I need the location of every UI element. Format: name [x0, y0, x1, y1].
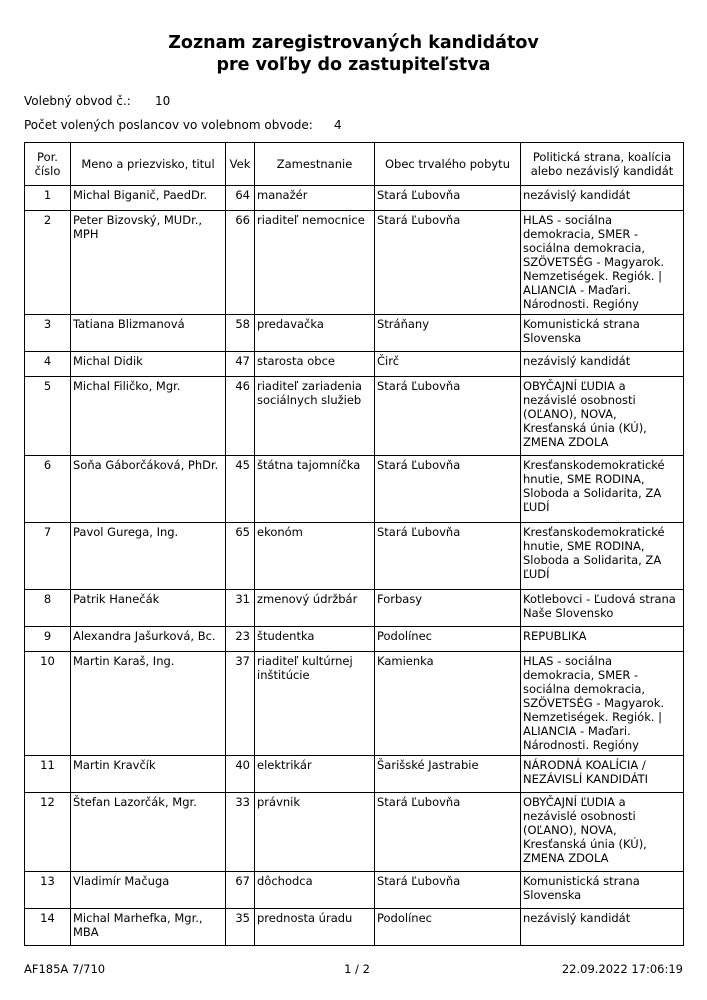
cell-job: riaditeľ nemocnice	[255, 211, 375, 315]
table-row	[25, 793, 684, 872]
cell-job: dôchodca	[255, 872, 375, 909]
cell-town: Stará Ľubovňa	[375, 872, 521, 909]
cell-name: Michal Marhefka, Mgr., MBA	[71, 909, 226, 946]
cell-name: Soňa Gáborčáková, PhDr.	[71, 456, 226, 523]
cell-num: 1	[25, 186, 71, 211]
page-title	[0, 32, 707, 76]
table-row	[25, 590, 684, 627]
cell-num: 2	[25, 211, 71, 315]
cell-town: Stráňany	[375, 315, 521, 352]
cell-num: 6	[25, 456, 71, 523]
cell-num: 14	[25, 909, 71, 946]
cell-job: starosta obce	[255, 352, 375, 377]
cell-party: Kotlebovci - Ľudová strana Naše Slovensko	[521, 590, 684, 627]
cell-num: 12	[25, 793, 71, 872]
district-label: Volebný obvod č.:	[24, 94, 131, 108]
header-party: Politická strana, koalícia alebo nezávislý kandidát	[521, 143, 684, 186]
table-row	[25, 456, 684, 523]
cell-party: Komunistická strana Slovenska	[521, 315, 684, 352]
cell-age: 37	[226, 652, 255, 756]
cell-name: Michal Filičko, Mgr.	[71, 377, 226, 456]
district-value: 10	[155, 94, 171, 108]
cell-name: Vladimír Mačuga	[71, 872, 226, 909]
cell-name: Michal Didik	[71, 352, 226, 377]
table-row	[25, 315, 684, 352]
cell-name: Martin Karaš, Ing.	[71, 652, 226, 756]
cell-age: 46	[226, 377, 255, 456]
cell-town: Stará Ľubovňa	[375, 186, 521, 211]
cell-town: Čirč	[375, 352, 521, 377]
cell-name: Patrik Hanečák	[71, 590, 226, 627]
table-row	[25, 909, 684, 946]
cell-town: Stará Ľubovňa	[375, 456, 521, 523]
table-row	[25, 211, 684, 315]
cell-name: Alexandra Jašurková, Bc.	[71, 627, 226, 652]
cell-age: 65	[226, 523, 255, 590]
cell-num: 13	[25, 872, 71, 909]
cell-job: zmenový údržbár	[255, 590, 375, 627]
cell-age: 58	[226, 315, 255, 352]
footer-code: AF185A 7/710	[24, 962, 106, 976]
table-row	[25, 652, 684, 756]
cell-job: predavačka	[255, 315, 375, 352]
header-num: Por. číslo	[25, 143, 71, 186]
header-job: Zamestnanie	[255, 143, 375, 186]
cell-job: manažér	[255, 186, 375, 211]
cell-age: 47	[226, 352, 255, 377]
cell-party: nezávislý kandidát	[521, 909, 684, 946]
table-row	[25, 756, 684, 793]
cell-job: právnik	[255, 793, 375, 872]
cell-party: Komunistická strana Slovenska	[521, 872, 684, 909]
candidates-table	[24, 142, 684, 946]
cell-town: Šarišské Jastrabie	[375, 756, 521, 793]
cell-party: Kresťanskodemokratické hnutie, SME RODINA, Sloboda a Solidarita, ZA ĽUDÍ	[521, 456, 684, 523]
table-row	[25, 352, 684, 377]
cell-town: Kamienka	[375, 652, 521, 756]
cell-age: 33	[226, 793, 255, 872]
cell-party: HLAS - sociálna demokracia, SMER - sociálna demokracia, SZÖVETSÉG - Magyarok. Nemzetiségek. Regiók. | ALIANCIA - Maďari. Národnosti. Regióny	[521, 652, 684, 756]
cell-job: elektrikár	[255, 756, 375, 793]
cell-job: prednosta úradu	[255, 909, 375, 946]
footer-page-number: 1 / 2	[344, 962, 370, 976]
cell-num: 4	[25, 352, 71, 377]
cell-job: riaditeľ zariadenia sociálnych služieb	[255, 377, 375, 456]
cell-party: Kresťanskodemokratické hnutie, SME RODINA, Sloboda a Solidarita, ZA ĽUDÍ	[521, 523, 684, 590]
cell-party: HLAS - sociálna demokracia, SMER - sociálna demokracia, SZÖVETSÉG - Magyarok. Nemzetiségek. Regiók. | ALIANCIA - Maďari. Národnosti. Regióny	[521, 211, 684, 315]
cell-town: Stará Ľubovňa	[375, 793, 521, 872]
cell-num: 9	[25, 627, 71, 652]
cell-name: Štefan Lazorčák, Mgr.	[71, 793, 226, 872]
cell-party: nezávislý kandidát	[521, 186, 684, 211]
seats-label: Počet volených poslancov vo volebnom obvode:	[24, 118, 313, 132]
cell-town: Stará Ľubovňa	[375, 523, 521, 590]
cell-name: Peter Bizovský, MUDr., MPH	[71, 211, 226, 315]
cell-num: 7	[25, 523, 71, 590]
cell-name: Martin Kravčík	[71, 756, 226, 793]
cell-age: 23	[226, 627, 255, 652]
cell-num: 5	[25, 377, 71, 456]
cell-town: Forbasy	[375, 590, 521, 627]
cell-num: 11	[25, 756, 71, 793]
table-row	[25, 523, 684, 590]
table-header-row	[25, 143, 684, 186]
cell-age: 66	[226, 211, 255, 315]
cell-town: Stará Ľubovňa	[375, 211, 521, 315]
title-line-1: Zoznam zaregistrovaných kandidátov	[168, 33, 539, 53]
cell-party: NÁRODNÁ KOALÍCIA / NEZÁVISLÍ KANDIDÁTI	[521, 756, 684, 793]
cell-job: študentka	[255, 627, 375, 652]
cell-party: OBYČAJNÍ ĽUDIA a nezávislé osobnosti (OĽANO), NOVA, Kresťanská únia (KÚ), ZMENA ZDOLA	[521, 377, 684, 456]
cell-name: Pavol Gurega, Ing.	[71, 523, 226, 590]
seats-value: 4	[334, 118, 342, 132]
header-town: Obec trvalého pobytu	[375, 143, 521, 186]
cell-party: REPUBLIKA	[521, 627, 684, 652]
cell-town: Podolínec	[375, 627, 521, 652]
cell-town: Podolínec	[375, 909, 521, 946]
cell-job: ekonóm	[255, 523, 375, 590]
cell-num: 10	[25, 652, 71, 756]
cell-age: 40	[226, 756, 255, 793]
cell-name: Tatiana Blizmanová	[71, 315, 226, 352]
cell-job: štátna tajomníčka	[255, 456, 375, 523]
cell-age: 35	[226, 909, 255, 946]
cell-age: 45	[226, 456, 255, 523]
header-age: Vek	[226, 143, 255, 186]
cell-job: riaditeľ kultúrnej inštitúcie	[255, 652, 375, 756]
table-row	[25, 872, 684, 909]
cell-town: Stará Ľubovňa	[375, 377, 521, 456]
table-row	[25, 377, 684, 456]
title-line-2: pre voľby do zastupiteľstva	[216, 55, 491, 75]
cell-party: OBYČAJNÍ ĽUDIA a nezávislé osobnosti (OĽANO), NOVA, Kresťanská únia (KÚ), ZMENA ZDOLA	[521, 793, 684, 872]
cell-name: Michal Biganič, PaedDr.	[71, 186, 226, 211]
table-row	[25, 627, 684, 652]
seats-row	[24, 118, 342, 132]
cell-num: 8	[25, 590, 71, 627]
cell-age: 31	[226, 590, 255, 627]
cell-age: 67	[226, 872, 255, 909]
table-row	[25, 186, 684, 211]
cell-num: 3	[25, 315, 71, 352]
cell-age: 64	[226, 186, 255, 211]
cell-party: nezávislý kandidát	[521, 352, 684, 377]
district-row	[24, 94, 171, 108]
header-name: Meno a priezvisko, titul	[71, 143, 226, 186]
footer-datetime: 22.09.2022 17:06:19	[561, 962, 683, 976]
